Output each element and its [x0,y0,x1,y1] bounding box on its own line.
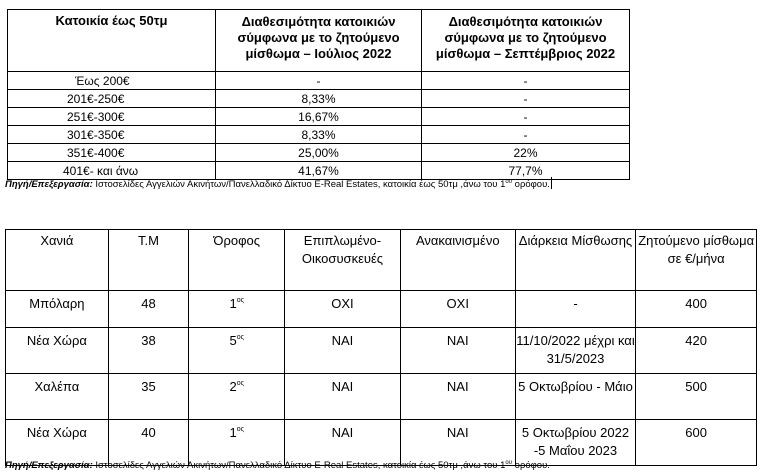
sqm-cell: 40 [108,420,189,466]
rent-range: 401€- και άνω [63,163,139,178]
table-row [8,126,630,144]
renovated-cell: ΝΑΙ [400,420,515,466]
source-sup: ου [505,460,513,466]
september-value: - [422,108,630,126]
text-cursor [551,177,552,189]
july-value: 8,33% [216,90,422,108]
table-row [8,90,630,108]
floor-value: 5 [229,333,237,348]
rent-cell: 400 [636,291,757,328]
july-value: - [216,72,422,90]
rent-cell: 420 [636,328,757,374]
floor-suffix: ος [236,380,244,387]
source-label: Πηγή/Επεξεργασία: [5,460,93,472]
header-sqm: Τ.Μ [108,230,189,291]
floor-cell [189,420,285,466]
source-tail: ορόφου. [512,179,550,190]
july-value: 8,33% [216,126,422,144]
source-note [5,460,550,471]
july-value: 25,00% [216,144,422,162]
source-sup: ου [505,178,513,185]
table-row [8,144,630,162]
header-july-2022: Διαθεσιμότητα κατοικιών σύμφωνα με το ζητούμενο μίσθωμα – Ιούλιος 2022 [216,10,422,72]
table-row [8,72,630,90]
september-value: - [422,72,630,90]
header-area: Χανιά [6,230,109,291]
source-tail: ορόφου. [512,460,550,472]
rent-cell: 600 [636,420,757,466]
availability-header-row [8,10,630,72]
table-row [6,420,757,466]
sqm-cell: 48 [108,291,189,328]
duration-cell: 11/10/2022 μέχρι και 31/5/2023 [515,328,636,374]
table-row [6,374,757,420]
source-label: Πηγή/Επεξεργασία: [5,179,93,190]
header-furnished: Επιπλωμένο-Οικοσυσκευές [285,230,401,291]
september-value: 22% [422,144,630,162]
header-renovated: Ανακαινισμένο [400,230,515,291]
duration-cell: 5 Οκτωβρίου - Μάιο [515,374,636,420]
table-row [8,108,630,126]
rent-range: Έως 200€ [75,73,130,88]
furnished-cell: ΟΧΙ [285,291,401,328]
floor-cell [189,328,285,374]
rent-range: 351€-400€ [67,145,125,160]
area-cell: Νέα Χώρα [6,420,109,466]
rent-range: 201€-250€ [67,91,125,106]
july-value: 41,67% [216,162,422,180]
source-text: Ιστοσελίδες Αγγελιών Ακινήτων/Πανελλαδικό Δίκτυο E-Real Estates, κατοικία έως 50τμ ,άνω του 1 [92,460,506,472]
header-housing: Κατοικία έως 50τμ [8,10,216,72]
area-cell: Χαλέπα [6,374,109,420]
table-row [6,291,757,328]
rent-range: 301€-350€ [67,127,125,142]
rent-cell: 500 [636,374,757,420]
rent-range: 251€-300€ [67,109,125,124]
furnished-cell: ΝΑΙ [285,328,401,374]
area-cell: Μπόλαρη [6,291,109,328]
september-value: 77,7% [422,162,630,180]
floor-value: 1 [229,425,237,440]
header-september-2022: Διαθεσιμότητα κατοικιών σύμφωνα με το ζητούμενο μίσθωμα – Σεπτέμβριος 2022 [422,10,630,72]
floor-value: 2 [229,379,237,394]
source-note [5,177,552,190]
availability-table [7,9,630,180]
header-rent: Ζητούμενο μίσθωμα σε €/μήνα [636,230,757,291]
renovated-cell: ΝΑΙ [400,328,515,374]
floor-cell [189,374,285,420]
furnished-cell: ΝΑΙ [285,420,401,466]
header-duration: Διάρκεια Μίσθωσης [515,230,636,291]
floor-suffix: ος [236,334,244,341]
furnished-cell: ΝΑΙ [285,374,401,420]
sqm-cell: 38 [108,328,189,374]
area-cell: Νέα Χώρα [6,328,109,374]
sqm-cell: 35 [108,374,189,420]
floor-cell [189,291,285,328]
floor-suffix: ος [236,297,244,304]
floor-suffix: ος [236,426,244,433]
source-text: Ιστοσελίδες Αγγελιών Ακινήτων/Πανελλαδικό Δίκτυο E-Real Estates, κατοικία έως 50τμ ,άνω του 1 [92,179,506,190]
july-value: 16,67% [216,108,422,126]
september-value: - [422,90,630,108]
table-row [6,328,757,374]
september-value: - [422,126,630,144]
listings-header-row [6,230,757,291]
floor-value: 1 [229,296,237,311]
header-floor: Όροφος [189,230,285,291]
renovated-cell: ΝΑΙ [400,374,515,420]
listings-table [5,229,757,466]
renovated-cell: ΟΧΙ [400,291,515,328]
duration-cell: - [515,291,636,328]
duration-cell: 5 Οκτωβρίου 2022 -5 Μαΐου 2023 [515,420,636,466]
